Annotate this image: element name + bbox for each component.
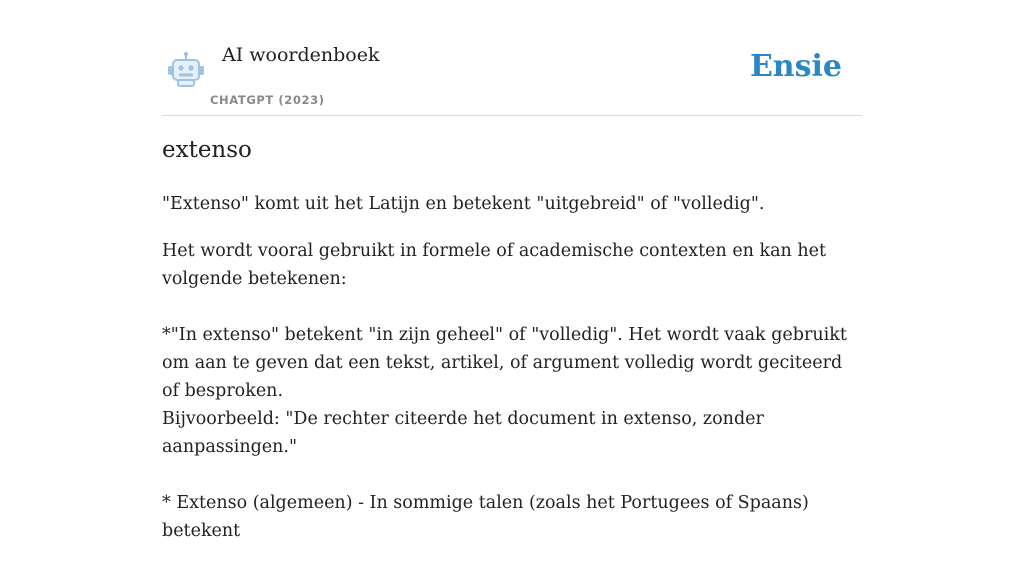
source-subtitle: CHATGPT (2023) (210, 93, 325, 107)
robot-icon (166, 50, 206, 90)
brand-logo-link[interactable]: Ensie (749, 49, 842, 84)
source-title[interactable]: AI woordenboek (222, 44, 380, 66)
entry-definition (162, 190, 862, 564)
definition-paragraph: "Extenso" komt uit het Latijn en betekent "uitgebreid" of "volledig". (162, 194, 765, 214)
source-header (162, 0, 862, 116)
definition-paragraph: Het wordt vooral gebruikt in formele of academische contexten en kan het volgende betekenen: *"In extenso" betekent "in zijn geheel" of "volledig". Het wordt vaak gebruikt om aan te geven dat een tekst, artikel, of argument volledig wordt geciteerd of besproken. Bijvoorbeeld: "De rechter citeerde het document in extenso, zonder aanpassingen." * Extenso (algemeen) - In sommige talen (zoals het Portugees of Spaans) betekent (162, 241, 847, 541)
entry-word-title: extenso (162, 137, 252, 163)
content-container (162, 0, 862, 541)
